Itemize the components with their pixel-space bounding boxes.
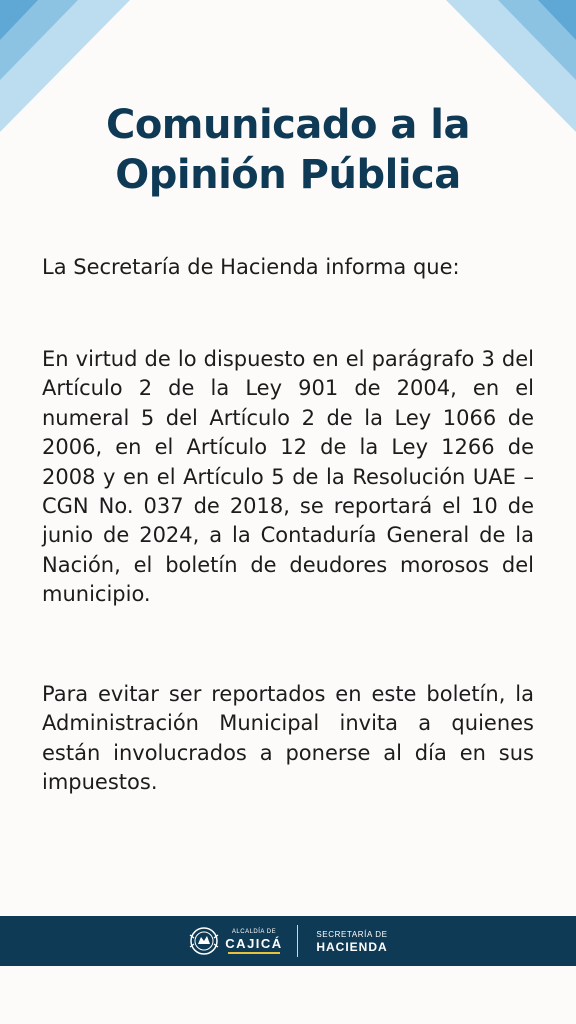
footer-divider <box>297 925 298 957</box>
secretariat-logo <box>310 930 394 954</box>
cajica-logo-underline <box>228 952 280 954</box>
cajica-logo <box>224 928 284 954</box>
cajica-logo-small-text: ALCALDÍA DE <box>231 929 277 935</box>
secretariat-logo-name: HACIENDA <box>316 940 388 954</box>
footer-bar <box>0 916 576 966</box>
municipal-seal-icon <box>187 926 221 956</box>
cajica-logo-name: CAJICÁ <box>225 936 283 951</box>
title-line-2: Opinión Pública <box>115 152 461 198</box>
secretariat-logo-small-text: SECRETARÍA DE <box>316 930 388 939</box>
title-line-1: Comunicado a la <box>105 102 471 148</box>
page-title <box>0 100 576 200</box>
paragraph-invitation: Para evitar ser reportados en este boletín, la Administración Municipal invita a quienes están involucrados a ponerse al día en sus impuestos. <box>42 682 534 795</box>
paragraph-legal-notice: En virtud de lo dispuesto en el parágrafo 3 del Artículo 2 de la Ley 901 de 2004, en el numeral 5 del Artículo 2 de la Ley 1066 de 2006, en el Artículo 12 de la Ley 1266 de 2008 y en el Artículo 5 de la Resolución UAE – CGN No. 037 de 2018, se reportará el 10 de junio de 2024, a la Contaduría General de la Nación, el boletín de deudores morosos del municipio. <box>42 347 534 607</box>
intro-text: La Secretaría de Hacienda informa que: <box>42 255 460 279</box>
